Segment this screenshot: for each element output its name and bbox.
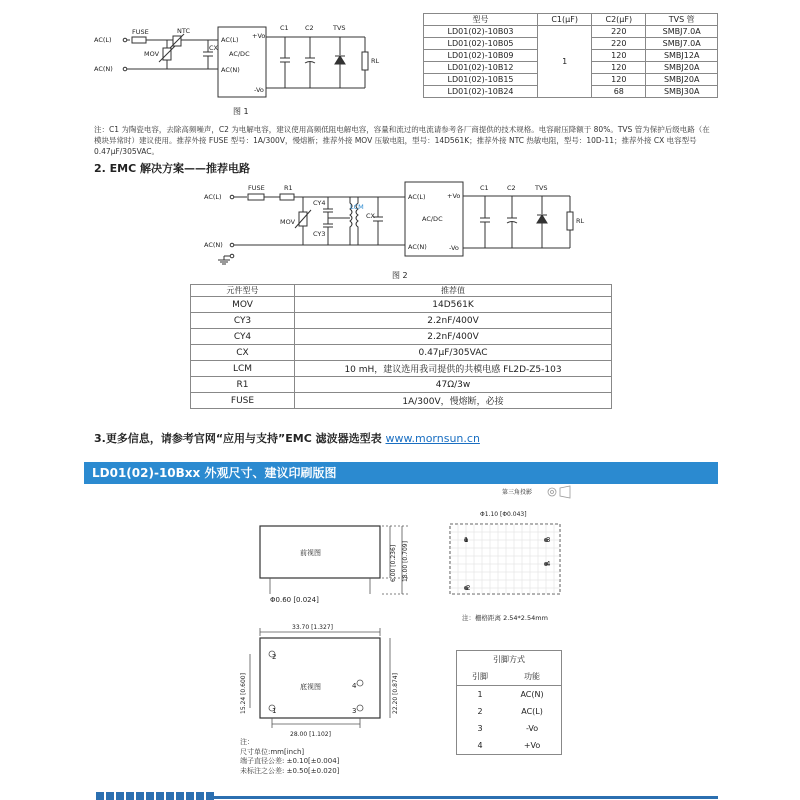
table-cell: LCM — [191, 361, 295, 377]
table-row — [191, 297, 612, 313]
fig1-pin-acn: AC(N) — [221, 66, 240, 74]
table-cell: 220 — [592, 38, 646, 50]
fig2-label-acdc: AC/DC — [422, 215, 443, 223]
grid-hole-dim: Φ1.10 [Φ0.043] — [480, 511, 527, 518]
table-cell: 4 — [477, 741, 483, 750]
table-cell: 1 — [538, 26, 592, 98]
table-cell: CY3 — [191, 313, 295, 329]
table-cell: AC(N) — [520, 690, 544, 699]
table-cell: 10 mH，建议选用我司提供的共模电感 FL2D-Z5-103 — [295, 361, 612, 377]
table-cell: 0.47μF/305VAC — [295, 345, 612, 361]
figure-1-schematic — [90, 0, 390, 100]
fig2-label-rl: RL — [576, 217, 585, 225]
table-cell: 68 — [592, 86, 646, 98]
table-header: 型号 — [424, 14, 538, 26]
bottom-pin-4: 4 — [352, 682, 357, 690]
grid-pin-1: 1 — [464, 536, 469, 544]
table-cell: +Vo — [523, 741, 541, 750]
fig2-label-cy4: CY4 — [313, 199, 326, 207]
fig1-label-tvs: TVS — [333, 24, 346, 32]
fig1-label-acn: AC(N) — [94, 65, 113, 73]
table-header-row — [457, 668, 561, 686]
bottom-height-1: 15.24 [0.600] — [240, 673, 247, 714]
fig1-label-vo-plus: +Vo — [252, 32, 266, 40]
table-header: 引脚 — [457, 668, 503, 686]
capacitor-table — [423, 13, 718, 98]
table-row — [457, 686, 561, 704]
grid-note: 注：栅格距离 2.54*2.54mm — [462, 614, 548, 622]
table-row — [191, 361, 612, 377]
note-line: 端子直径公差: ±0.10[±0.004] — [240, 757, 340, 765]
table-cell: 2 — [477, 707, 483, 716]
fig2-label-acn: AC(N) — [204, 241, 223, 249]
fig2-label-acl: AC(L) — [204, 193, 222, 201]
table-cell: LD01(02)-10B15 — [424, 74, 538, 86]
table-cell: LD01(02)-10B24 — [424, 86, 538, 98]
fig1-label-acdc: AC/DC — [229, 50, 250, 58]
table-cell: SMBJ20A — [646, 74, 718, 86]
table-cell: MOV — [191, 297, 295, 313]
fig2-label-vo-plus: +Vo — [447, 192, 461, 200]
fig1-label-fuse: FUSE — [132, 28, 149, 36]
dimension-notes — [240, 738, 339, 776]
table-cell: 120 — [592, 50, 646, 62]
table-cell: LD01(02)-10B12 — [424, 62, 538, 74]
bottom-width-2: 28.00 [1.102] — [290, 731, 331, 738]
pin-table — [457, 668, 561, 754]
fig1-label-rl: RL — [371, 57, 380, 65]
table-cell: 120 — [592, 74, 646, 86]
fig2-label-lcm: LCM — [350, 203, 364, 211]
table-cell: 220 — [592, 26, 646, 38]
bottom-pin-3: 3 — [352, 707, 357, 715]
table-row — [457, 737, 561, 754]
bottom-height-2: 22.20 [0.874] — [392, 673, 399, 714]
table-cell: 120 — [592, 62, 646, 74]
note-1: 注：C1 为陶瓷电容，去除高频噪声，C2 为电解电容，建议使用高频低阻电解电容，容量和流过的电流请参考各厂商提供的技术规格。电容耐压降额于 80%。TVS 管为保护后级电路（在模块异常时）建议使用。推荐外接 FUSE 型号：1A/300V，慢熔断；推荐外接 MOV 压敏电阻，型号：14D561K；推荐外接 NTC 热敏电阻，型号：10D-11；推荐外接 CX 电容型号 0.47μF/305VAC。 — [94, 125, 710, 156]
table-cell: LD01(02)-10B05 — [424, 38, 538, 50]
projection-label: 第三角投影 — [502, 489, 533, 496]
grid-pin-3: 3 — [546, 536, 551, 544]
table-cell: SMBJ7.0A — [646, 38, 718, 50]
grid-pin-2: 2 — [466, 584, 471, 592]
fig2-label-cx: CX — [366, 212, 375, 220]
section-banner — [84, 462, 718, 484]
table-cell: SMBJ20A — [646, 62, 718, 74]
fig1-label-vo-minus: -Vo — [254, 86, 264, 94]
note-line: 尺寸单位:mm[inch] — [240, 747, 305, 756]
table-cell: 2.2nF/400V — [295, 313, 612, 329]
fig1-label-mov: MOV — [144, 50, 160, 58]
bottom-pin-2: 2 — [272, 653, 277, 661]
fig1-pin-acl: AC(L) — [221, 36, 239, 44]
table-cell: 14D561K — [295, 297, 612, 313]
pin-table-title: 引脚方式 — [493, 655, 525, 664]
section-3 — [94, 430, 480, 446]
table-cell: CX — [191, 345, 295, 361]
table-cell: 3 — [477, 724, 483, 733]
fig2-label-tvs: TVS — [535, 184, 548, 192]
fig2-pin-acl: AC(L) — [408, 193, 426, 201]
table-cell: 1A/300V，慢熔断，必接 — [295, 393, 612, 409]
pin-table-box — [456, 650, 562, 755]
table-row — [424, 26, 718, 38]
footer-divider — [210, 796, 718, 799]
table-cell: LD01(02)-10B03 — [424, 26, 538, 38]
table-cell: FUSE — [191, 393, 295, 409]
fig2-label-vo-minus: -Vo — [449, 244, 459, 252]
table-row — [191, 329, 612, 345]
table-cell: 2.2nF/400V — [295, 329, 612, 345]
section-2-title: 2. EMC 解决方案——推荐电路 — [94, 162, 251, 175]
fig2-label-r1: R1 — [284, 184, 293, 192]
fig2-pin-acn: AC(N) — [408, 243, 427, 251]
bottom-view-label: 底视图 — [300, 683, 321, 691]
table-header-row — [191, 285, 612, 297]
table-cell: AC(L) — [521, 707, 543, 716]
banner-title: LD01(02)-10Bxx 外观尺寸、建议印刷版图 — [92, 466, 337, 480]
fig1-label-cx: CX — [209, 44, 218, 52]
table-header: 元件型号 — [191, 285, 295, 297]
figure-2-caption: 图 2 — [392, 271, 408, 280]
fig2-label-cy3: CY3 — [313, 230, 326, 238]
table-row — [457, 720, 561, 737]
mornsun-link[interactable]: www.mornsun.cn — [385, 432, 480, 445]
fig1-label-ntc: NTC — [177, 27, 190, 35]
fig1-label-c2: C2 — [305, 24, 314, 32]
section-3-text: 3.更多信息，请参考官网“应用与支持”EMC 滤波器选型表 — [94, 432, 382, 445]
table-cell: SMBJ12A — [646, 50, 718, 62]
table-header: 功能 — [503, 668, 561, 686]
front-view-label: 前视图 — [300, 549, 321, 557]
table-header-row — [424, 14, 718, 26]
figure-1-caption: 图 1 — [233, 107, 249, 116]
fig1-label-c1: C1 — [280, 24, 289, 32]
fig1-label-acl: AC(L) — [94, 36, 112, 44]
table-cell: LD01(02)-10B09 — [424, 50, 538, 62]
bottom-pin-1: 1 — [272, 707, 277, 715]
table-header: C1(μF) — [538, 14, 592, 26]
grid-pin-4: 4 — [546, 560, 551, 568]
table-row — [191, 393, 612, 409]
table-row — [191, 345, 612, 361]
table-cell: SMBJ30A — [646, 86, 718, 98]
note-line: 注： — [240, 738, 254, 746]
table-cell: 47Ω/3w — [295, 377, 612, 393]
fig2-label-fuse: FUSE — [248, 184, 265, 192]
footer-logo-strip — [96, 792, 216, 800]
recommendation-table — [190, 284, 612, 409]
bottom-width-1: 33.70 [1.327] — [292, 624, 333, 631]
table-header: TVS 管 — [646, 14, 718, 26]
table-cell: CY4 — [191, 329, 295, 345]
fig2-label-mov: MOV — [280, 218, 296, 226]
figure-2-schematic — [200, 172, 590, 268]
table-cell: 1 — [477, 690, 483, 699]
front-height-2: 18.00 [0.709] — [402, 541, 409, 582]
table-row — [191, 377, 612, 393]
table-header: 推荐值 — [295, 285, 612, 297]
table-cell: -Vo — [525, 724, 539, 733]
table-cell: SMBJ7.0A — [646, 26, 718, 38]
fig2-label-c2: C2 — [507, 184, 516, 192]
front-pin-dim: Φ0.60 [0.024] — [270, 596, 319, 604]
table-header: C2(μF) — [592, 14, 646, 26]
fig2-label-c1: C1 — [480, 184, 489, 192]
front-height-1: 6.00 [0.236] — [390, 544, 397, 582]
table-cell: R1 — [191, 377, 295, 393]
table-row — [457, 703, 561, 720]
note-line: 未标注之公差: ±0.50[±0.020] — [240, 766, 340, 775]
table-row — [191, 313, 612, 329]
